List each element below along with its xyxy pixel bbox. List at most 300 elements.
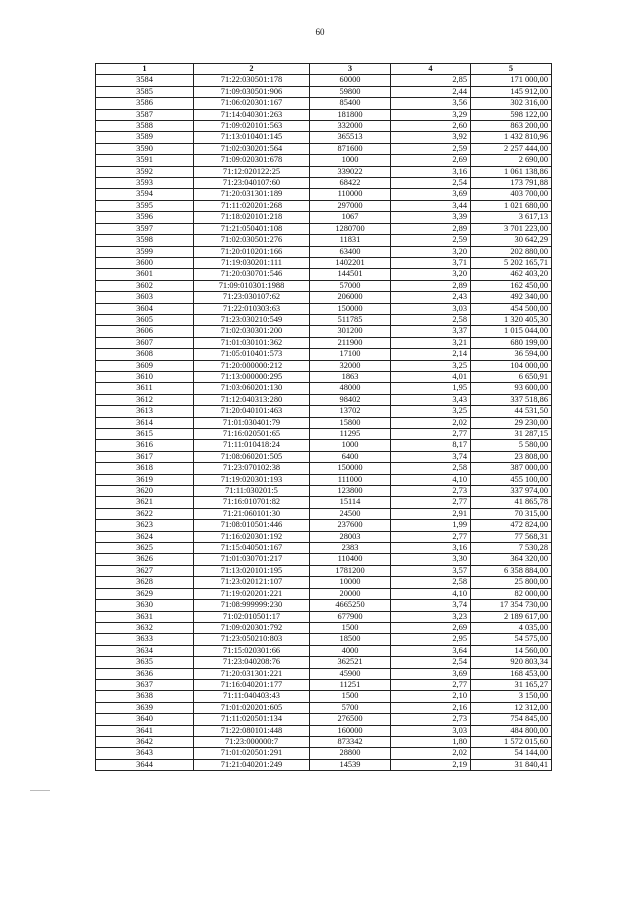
value-cell: 41 865,78 [471,497,552,508]
coefficient-cell: 2,58 [391,463,471,474]
cadastral-number-cell: 71:02:010501:17 [194,611,310,622]
value-cell: 93 600,00 [471,383,552,394]
coefficient-cell: 3,16 [391,543,471,554]
row-number-cell: 3624 [96,531,194,542]
coefficient-cell: 2,60 [391,121,471,132]
row-number-cell: 3634 [96,645,194,656]
row-number-cell: 3632 [96,622,194,633]
coefficient-cell: 2,02 [391,748,471,759]
value-cell: 680 199,00 [471,337,552,348]
row-number-cell: 3603 [96,292,194,303]
value-cell: 54 144,00 [471,748,552,759]
table-row [96,508,552,519]
table-row [96,736,552,747]
cadastral-number-cell: 71:12:040313:280 [194,394,310,405]
value-cell: 2 189 617,00 [471,611,552,622]
cadastral-number-cell: 71:14:040301:263 [194,109,310,120]
area-cell: 1067 [310,212,391,223]
cadastral-number-cell: 71:19:030201:111 [194,257,310,268]
coefficient-cell: 8,17 [391,440,471,451]
coefficient-cell: 2,54 [391,657,471,668]
value-cell: 3 150,00 [471,691,552,702]
area-cell: 59800 [310,86,391,97]
value-cell: 5 202 165,71 [471,257,552,268]
coefficient-cell: 1,99 [391,520,471,531]
cadastral-number-cell: 71:16:040201:177 [194,679,310,690]
row-number-cell: 3609 [96,360,194,371]
cadastral-number-cell: 71:01:020201:605 [194,702,310,713]
coefficient-cell: 4,10 [391,588,471,599]
row-number-cell: 3595 [96,200,194,211]
table-row [96,155,552,166]
cadastral-number-cell: 71:23:050210:803 [194,634,310,645]
area-cell: 2383 [310,543,391,554]
value-cell: 2 257 444,00 [471,143,552,154]
table-row [96,337,552,348]
row-number-cell: 3628 [96,577,194,588]
table-row [96,406,552,417]
coefficient-cell: 2,89 [391,223,471,234]
coefficient-cell: 2,91 [391,508,471,519]
area-cell: 160000 [310,725,391,736]
table-row [96,440,552,451]
cadastral-number-cell: 71:20:040101:463 [194,406,310,417]
value-cell: 1 015 044,00 [471,326,552,337]
page-number: 60 [315,27,325,37]
area-cell: 181800 [310,109,391,120]
value-cell: 1 320 405,30 [471,314,552,325]
table-row [96,200,552,211]
cadastral-number-cell: 71:15:040501:167 [194,543,310,554]
coefficient-cell: 2,02 [391,417,471,428]
coefficient-cell: 2,43 [391,292,471,303]
cadastral-number-cell: 71:23:070102:38 [194,463,310,474]
area-cell: 15114 [310,497,391,508]
coefficient-cell: 3,25 [391,360,471,371]
area-cell: 871600 [310,143,391,154]
coefficient-cell: 2,77 [391,531,471,542]
area-cell: 332000 [310,121,391,132]
value-cell: 82 000,00 [471,588,552,599]
table-row [96,759,552,770]
cadastral-number-cell: 71:23:040208:76 [194,657,310,668]
row-number-cell: 3608 [96,349,194,360]
coefficient-cell: 3,74 [391,600,471,611]
row-number-cell: 3599 [96,246,194,257]
row-number-cell: 3592 [96,166,194,177]
cadastral-number-cell: 71:03:060201:130 [194,383,310,394]
cadastral-number-cell: 71:11:020201:268 [194,200,310,211]
cadastral-number-cell: 71:05:010401:573 [194,349,310,360]
area-cell: 362521 [310,657,391,668]
row-number-cell: 3643 [96,748,194,759]
cadastral-number-cell: 71:02:030201:564 [194,143,310,154]
row-number-cell: 3644 [96,759,194,770]
table-row [96,360,552,371]
value-cell: 202 880,00 [471,246,552,257]
column-header: 1 [96,64,194,75]
coefficient-cell: 3,56 [391,98,471,109]
value-cell: 403 700,00 [471,189,552,200]
value-cell: 2 690,00 [471,155,552,166]
value-cell: 4 035,00 [471,622,552,633]
value-cell: 104 000,00 [471,360,552,371]
coefficient-cell: 2,69 [391,155,471,166]
row-number-cell: 3600 [96,257,194,268]
value-cell: 920 803,34 [471,657,552,668]
value-cell: 12 312,00 [471,702,552,713]
value-cell: 25 800,00 [471,577,552,588]
value-cell: 44 531,50 [471,406,552,417]
coefficient-cell: 2,10 [391,691,471,702]
coefficient-cell: 3,69 [391,668,471,679]
coefficient-cell: 4,01 [391,371,471,382]
coefficient-cell: 2,73 [391,714,471,725]
table-row [96,543,552,554]
table-row [96,246,552,257]
value-cell: 77 568,31 [471,531,552,542]
coefficient-cell: 3,71 [391,257,471,268]
value-cell: 173 791,88 [471,178,552,189]
cadastral-number-cell: 71:02:030301:200 [194,326,310,337]
row-number-cell: 3616 [96,440,194,451]
value-cell: 145 912,00 [471,86,552,97]
row-number-cell: 3621 [96,497,194,508]
cadastral-number-cell: 71:21:040201:249 [194,759,310,770]
cadastral-number-cell: 71:08:060201:505 [194,451,310,462]
area-cell: 1000 [310,155,391,166]
table-row [96,269,552,280]
cadastral-number-cell: 71:13:000000:295 [194,371,310,382]
cadastral-number-cell: 71:11:030201:5 [194,486,310,497]
value-cell: 863 200,00 [471,121,552,132]
area-cell: 4000 [310,645,391,656]
value-cell: 337 518,86 [471,394,552,405]
coefficient-cell: 2,44 [391,86,471,97]
row-number-cell: 3613 [96,406,194,417]
table-row [96,429,552,440]
area-cell: 5700 [310,702,391,713]
coefficient-cell: 2,58 [391,314,471,325]
area-cell: 57000 [310,280,391,291]
value-cell: 484 800,00 [471,725,552,736]
row-number-cell: 3602 [96,280,194,291]
coefficient-cell: 3,57 [391,565,471,576]
table-row [96,121,552,132]
coefficient-cell: 2,19 [391,759,471,770]
table-row [96,497,552,508]
value-cell: 6 650,91 [471,371,552,382]
area-cell: 45900 [310,668,391,679]
area-cell: 1500 [310,622,391,633]
area-cell: 110400 [310,554,391,565]
value-cell: 1 061 138,86 [471,166,552,177]
value-cell: 162 450,00 [471,280,552,291]
table-row [96,143,552,154]
column-header: 3 [310,64,391,75]
value-cell: 168 453,00 [471,668,552,679]
coefficient-cell: 2,54 [391,178,471,189]
area-cell: 1781200 [310,565,391,576]
row-number-cell: 3588 [96,121,194,132]
coefficient-cell: 2,14 [391,349,471,360]
table-row [96,622,552,633]
area-cell: 85400 [310,98,391,109]
table-row [96,280,552,291]
row-number-cell: 3604 [96,303,194,314]
table-row [96,326,552,337]
value-cell: 171 000,00 [471,75,552,86]
table-row [96,212,552,223]
value-cell: 1 021 680,00 [471,200,552,211]
table-row [96,474,552,485]
coefficient-cell: 3,23 [391,611,471,622]
area-cell: 20000 [310,588,391,599]
row-number-cell: 3611 [96,383,194,394]
value-cell: 31 287,15 [471,429,552,440]
coefficient-cell: 3,74 [391,451,471,462]
row-number-cell: 3618 [96,463,194,474]
table-row [96,371,552,382]
value-cell: 7 530,28 [471,543,552,554]
coefficient-cell: 3,30 [391,554,471,565]
coefficient-cell: 4,10 [391,474,471,485]
area-cell: 1863 [310,371,391,382]
value-cell: 492 340,00 [471,292,552,303]
row-number-cell: 3640 [96,714,194,725]
table-row [96,679,552,690]
value-cell: 6 358 884,00 [471,565,552,576]
coefficient-cell: 3,25 [391,406,471,417]
coefficient-cell: 2,77 [391,429,471,440]
row-number-cell: 3641 [96,725,194,736]
value-cell: 54 575,00 [471,634,552,645]
area-cell: 144501 [310,269,391,280]
row-number-cell: 3593 [96,178,194,189]
table-row [96,668,552,679]
area-cell: 365513 [310,132,391,143]
row-number-cell: 3605 [96,314,194,325]
value-cell: 5 580,00 [471,440,552,451]
table-row [96,520,552,531]
row-number-cell: 3615 [96,429,194,440]
coefficient-cell: 3,21 [391,337,471,348]
area-cell: 4665250 [310,600,391,611]
area-cell: 60000 [310,75,391,86]
row-number-cell: 3614 [96,417,194,428]
value-cell: 455 100,00 [471,474,552,485]
column-header: 5 [471,64,552,75]
cadastral-number-cell: 71:09:010301:1988 [194,280,310,291]
cadastral-number-cell: 71:06:020301:167 [194,98,310,109]
row-number-cell: 3630 [96,600,194,611]
area-cell: 1280700 [310,223,391,234]
cadastral-number-cell: 71:21:060101:30 [194,508,310,519]
table-row [96,634,552,645]
cadastral-number-cell: 71:22:080101:448 [194,725,310,736]
table-row [96,132,552,143]
value-cell: 14 560,00 [471,645,552,656]
table-row [96,645,552,656]
table-row [96,109,552,120]
row-number-cell: 3598 [96,235,194,246]
row-number-cell: 3597 [96,223,194,234]
cadastral-number-cell: 71:20:031301:221 [194,668,310,679]
row-number-cell: 3631 [96,611,194,622]
area-cell: 110000 [310,189,391,200]
table-row [96,75,552,86]
coefficient-cell: 2,58 [391,577,471,588]
row-number-cell: 3610 [96,371,194,382]
table-row [96,565,552,576]
cadastral-number-cell: 71:08:010501:446 [194,520,310,531]
table-row [96,383,552,394]
area-cell: 11251 [310,679,391,690]
cadastral-number-cell: 71:21:050401:108 [194,223,310,234]
value-cell: 23 808,00 [471,451,552,462]
cadastral-number-cell: 71:11:020501:134 [194,714,310,725]
cadastral-number-cell: 71:15:020301:66 [194,645,310,656]
row-number-cell: 3619 [96,474,194,485]
cadastral-number-cell: 71:23:030210:549 [194,314,310,325]
row-number-cell: 3617 [96,451,194,462]
table-row [96,702,552,713]
coefficient-cell: 2,89 [391,280,471,291]
area-cell: 297000 [310,200,391,211]
table-row [96,577,552,588]
area-cell: 11295 [310,429,391,440]
cadastral-number-cell: 71:20:031301:189 [194,189,310,200]
table-row [96,394,552,405]
area-cell: 1000 [310,440,391,451]
area-cell: 68422 [310,178,391,189]
coefficient-cell: 3,69 [391,189,471,200]
cadastral-number-cell: 71:01:030701:217 [194,554,310,565]
table-header-row [96,64,552,75]
table-row [96,463,552,474]
table-row [96,417,552,428]
row-number-cell: 3637 [96,679,194,690]
area-cell: 98402 [310,394,391,405]
table-row [96,600,552,611]
area-cell: 28003 [310,531,391,542]
row-number-cell: 3627 [96,565,194,576]
value-cell: 462 403,20 [471,269,552,280]
coefficient-cell: 3,43 [391,394,471,405]
table-row [96,451,552,462]
value-cell: 302 316,00 [471,98,552,109]
cadastral-number-cell: 71:09:020301:792 [194,622,310,633]
value-cell: 17 354 730,00 [471,600,552,611]
table-row [96,178,552,189]
cadastral-number-cell: 71:20:010201:166 [194,246,310,257]
table-row [96,554,552,565]
row-number-cell: 3635 [96,657,194,668]
cadastral-number-cell: 71:09:020101:563 [194,121,310,132]
row-number-cell: 3625 [96,543,194,554]
value-cell: 364 320,00 [471,554,552,565]
row-number-cell: 3612 [96,394,194,405]
row-number-cell: 3623 [96,520,194,531]
row-number-cell: 3633 [96,634,194,645]
row-number-cell: 3642 [96,736,194,747]
table-body [96,75,552,771]
table-row [96,588,552,599]
area-cell: 18500 [310,634,391,645]
area-cell: 677900 [310,611,391,622]
cadastral-number-cell: 71:01:030401:79 [194,417,310,428]
column-header: 4 [391,64,471,75]
area-cell: 24500 [310,508,391,519]
cadastral-number-cell: 71:16:020301:192 [194,531,310,542]
cadastral-number-cell: 71:20:000000:212 [194,360,310,371]
table-row [96,314,552,325]
area-cell: 32000 [310,360,391,371]
cadastral-number-cell: 71:08:999999:230 [194,600,310,611]
table-row [96,292,552,303]
coefficient-cell: 2,59 [391,235,471,246]
value-cell: 70 315,00 [471,508,552,519]
table-row [96,257,552,268]
area-cell: 15800 [310,417,391,428]
coefficient-cell: 2,95 [391,634,471,645]
row-number-cell: 3594 [96,189,194,200]
cadastral-number-cell: 71:02:030501:276 [194,235,310,246]
coefficient-cell: 3,64 [391,645,471,656]
cadastral-number-cell: 71:18:020101:218 [194,212,310,223]
coefficient-cell: 3,37 [391,326,471,337]
cadastral-number-cell: 71:20:030701:546 [194,269,310,280]
table-row [96,691,552,702]
area-cell: 150000 [310,303,391,314]
margin-mark [30,790,50,791]
table-row [96,223,552,234]
coefficient-cell: 3,03 [391,725,471,736]
area-cell: 123800 [310,486,391,497]
cadastral-number-cell: 71:13:010401:145 [194,132,310,143]
row-number-cell: 3587 [96,109,194,120]
cadastral-number-cell: 71:22:030501:178 [194,75,310,86]
table-row [96,725,552,736]
table-row [96,486,552,497]
coefficient-cell: 1,80 [391,736,471,747]
cadastral-number-cell: 71:09:030501:906 [194,86,310,97]
table-row [96,303,552,314]
row-number-cell: 3639 [96,702,194,713]
table-row [96,166,552,177]
area-cell: 276500 [310,714,391,725]
row-number-cell: 3596 [96,212,194,223]
value-cell: 337 974,00 [471,486,552,497]
value-cell: 31 165,27 [471,679,552,690]
cadastral-number-cell: 71:16:020501:65 [194,429,310,440]
cadastral-number-cell: 71:11:010418:24 [194,440,310,451]
area-cell: 206000 [310,292,391,303]
value-cell: 1 572 015,60 [471,736,552,747]
area-cell: 873342 [310,736,391,747]
cadastral-number-cell: 71:23:000000:7 [194,736,310,747]
row-number-cell: 3584 [96,75,194,86]
cadastral-number-cell: 71:22:010303:63 [194,303,310,314]
value-cell: 36 594,00 [471,349,552,360]
data-table [95,63,552,771]
area-cell: 111000 [310,474,391,485]
table-row [96,235,552,246]
value-cell: 3 617,13 [471,212,552,223]
value-cell: 472 824,00 [471,520,552,531]
cadastral-number-cell: 71:19:020201:221 [194,588,310,599]
table-row [96,714,552,725]
